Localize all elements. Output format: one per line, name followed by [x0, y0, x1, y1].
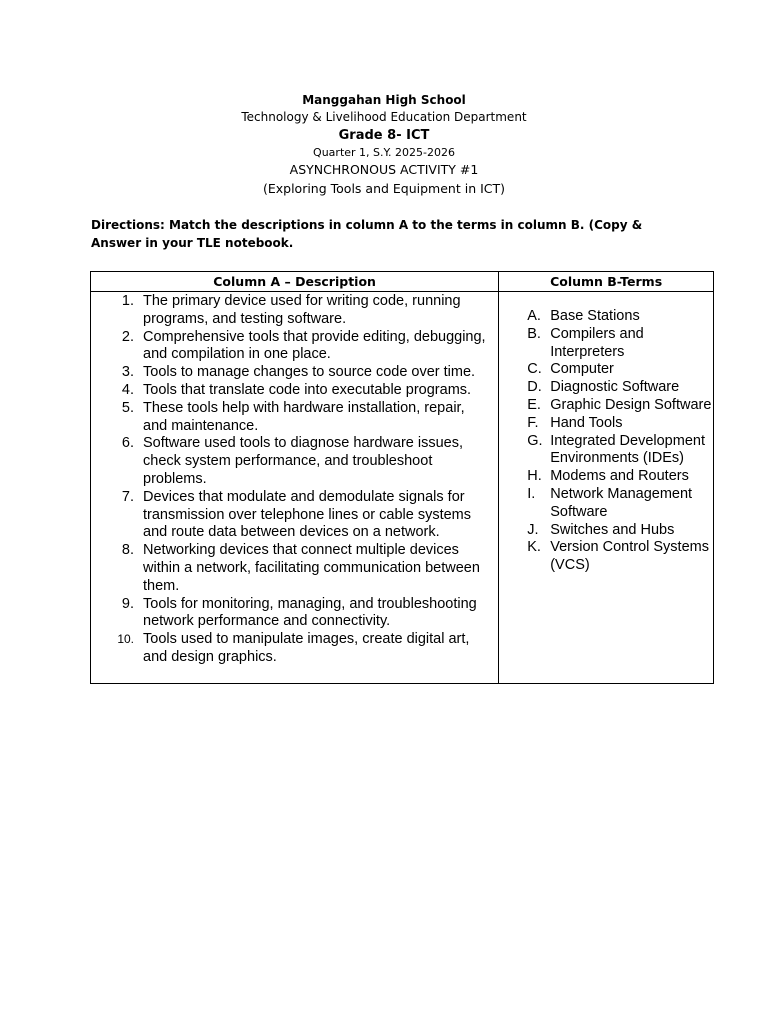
item-text: Graphic Design Software: [550, 396, 712, 413]
list-item: [91, 293, 498, 329]
item-number: 8.: [121, 542, 134, 559]
item-text: The primary device used for writing code, running programs, and testing software.: [143, 293, 461, 327]
item-text: Diagnostic Software: [550, 379, 680, 396]
table-body-row: [91, 292, 714, 684]
item-text: Network Management Software: [550, 485, 693, 520]
item-letter: D.: [527, 379, 542, 396]
item-letter: E.: [527, 396, 541, 413]
grade-title: Grade 8- ICT: [338, 128, 430, 143]
quarter-line: Quarter 1, S.Y. 2025-2026: [313, 146, 455, 159]
list-item: [499, 308, 713, 326]
item-letter: G.: [527, 432, 543, 449]
item-text: These tools help with hardware installation, repair, and maintenance.: [143, 399, 465, 434]
item-text: Software used tools to diagnose hardware issues, check system performance, and troubleshoot problems.: [143, 435, 463, 487]
list-item: [499, 468, 713, 486]
column-a-cell: [91, 292, 499, 684]
directions-text: Directions: Match the descriptions in column A to the terms in column B. (Copy & Answer in your TLE notebook.: [91, 218, 643, 250]
list-item: [91, 382, 498, 400]
item-number: 4.: [121, 381, 134, 398]
item-letter: B.: [527, 325, 541, 342]
list-item: [499, 522, 713, 540]
item-number: 1.: [121, 293, 134, 309]
item-number: 2.: [121, 328, 134, 345]
school-name: Manggahan High School: [302, 93, 466, 107]
item-text: Tools used to manipulate images, create digital art, and design graphics.: [143, 631, 470, 665]
item-text: Version Control Systems (VCS): [550, 539, 709, 574]
list-item: [91, 400, 498, 436]
item-letter: J.: [527, 521, 539, 538]
item-number: 5.: [121, 399, 134, 416]
item-number: 10.: [117, 632, 134, 647]
matching-table: [90, 271, 714, 684]
item-number: 3.: [121, 364, 134, 381]
terms-list: [499, 292, 713, 575]
list-item: [499, 397, 713, 415]
activity-subtitle: (Exploring Tools and Equipment in ICT): [262, 181, 506, 196]
item-text: Integrated Development Environments (IDEs): [550, 432, 705, 467]
item-letter: C.: [527, 361, 542, 378]
item-text: Tools that translate code into executable programs.: [143, 381, 472, 398]
list-item: [499, 433, 713, 469]
item-text: Modems and Routers: [550, 468, 689, 485]
item-text: Comprehensive tools that provide editing, debugging, and compilation in one place.: [143, 328, 486, 363]
department-name: Technology & Livelihood Education Department: [241, 110, 527, 124]
list-item: [91, 435, 498, 488]
list-item: [91, 542, 498, 595]
item-text: Base Stations: [550, 308, 640, 324]
item-text: Tools for monitoring, managing, and troubleshooting network performance and connectivity.: [143, 595, 477, 630]
item-text: Compilers and Interpreters: [550, 325, 644, 360]
item-letter: A.: [527, 308, 541, 324]
item-number: 6.: [121, 435, 134, 452]
item-text: Switches and Hubs: [550, 521, 675, 538]
item-letter: K.: [527, 539, 541, 556]
item-text: Hand Tools: [550, 414, 623, 431]
list-item: [499, 539, 713, 575]
item-text: Networking devices that connect multiple devices within a network, facilitating communication between them.: [143, 542, 480, 594]
item-text: Computer: [550, 361, 614, 378]
list-item: [499, 415, 713, 433]
list-item: [499, 361, 713, 379]
list-item: [91, 364, 498, 382]
activity-title: ASYNCHRONOUS ACTIVITY #1: [289, 162, 479, 177]
item-number: 9.: [121, 595, 134, 612]
list-item: [91, 329, 498, 365]
description-list: [91, 292, 498, 667]
list-item: [91, 631, 498, 667]
column-b-cell: [499, 292, 714, 684]
list-item: [499, 379, 713, 397]
item-letter: F.: [527, 414, 539, 431]
item-letter: H.: [527, 468, 542, 485]
item-letter: I.: [527, 485, 536, 502]
list-item: [499, 486, 713, 522]
document-header: [0, 92, 768, 198]
table-header-row: [91, 272, 714, 292]
column-b-header: Column B-Terms: [499, 272, 714, 292]
item-text: Devices that modulate and demodulate signals for transmission over telephone lines or cable systems and route data between devices on a network.: [143, 488, 472, 541]
list-item: [499, 326, 713, 362]
column-a-header: Column A – Description: [91, 272, 499, 292]
list-item: [91, 489, 498, 542]
item-text: Tools to manage changes to source code over time.: [143, 364, 476, 381]
item-number: 7.: [121, 488, 134, 505]
list-item: [91, 596, 498, 632]
